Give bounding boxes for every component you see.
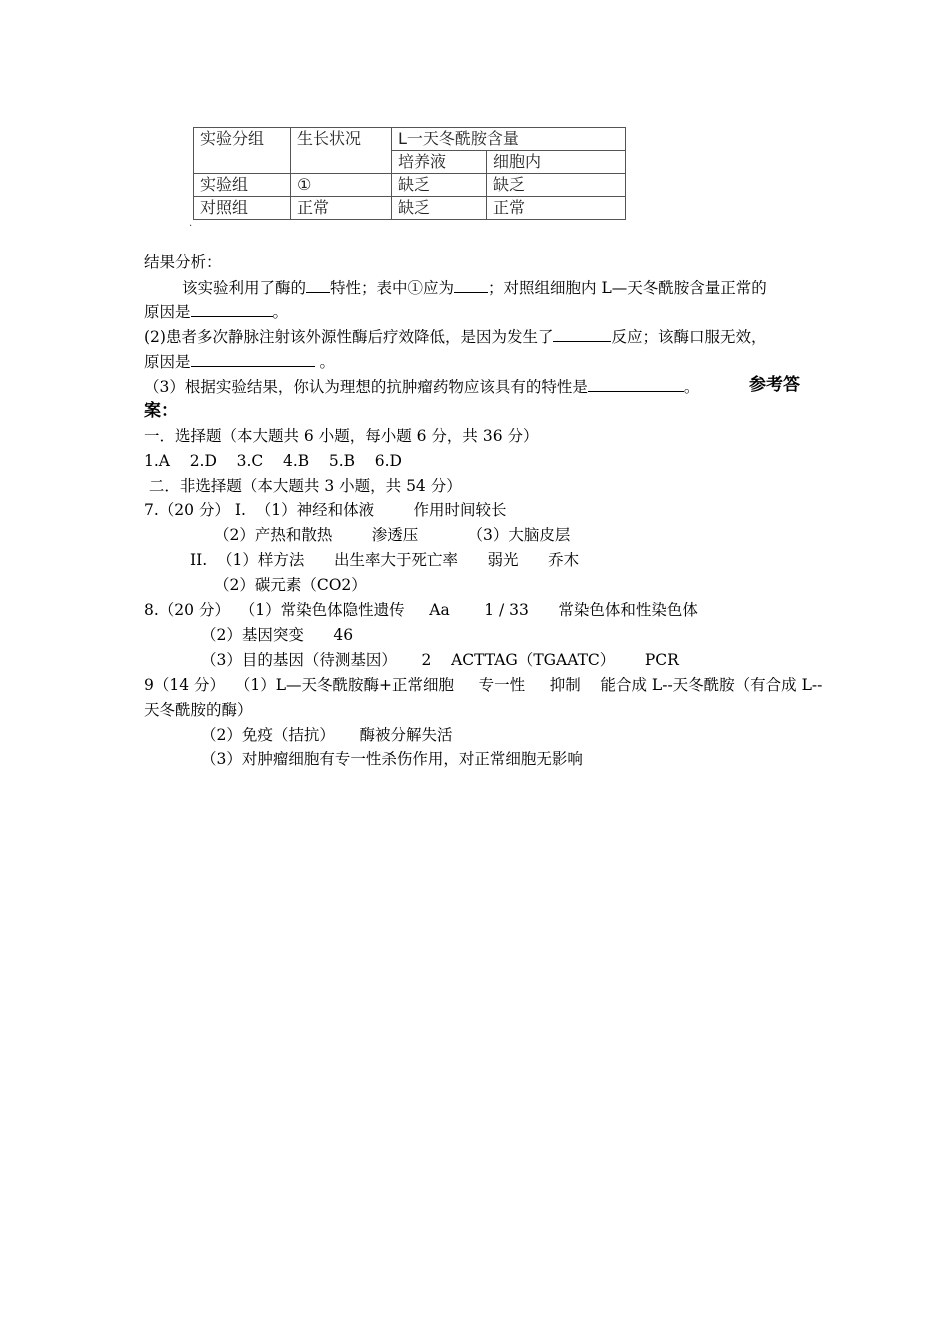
table-header-cell: 细胞内 [487,151,626,174]
analysis-question-2-cont: 原因是 。 [144,353,335,371]
answer-heading: 参考答 [749,375,800,395]
section-nonchoice-title: 二．非选择题（本大题共 3 小题，共 54 分） [144,477,462,495]
table-header-row [194,128,626,151]
analysis-title: 结果分析： [144,253,222,271]
table-cell: 正常 [487,197,626,220]
analysis-question-1: 该实验利用了酶的 特性；表中①应为 ；对照组细胞内 L—天冬酰胺含量正常的 [182,279,767,297]
answer-blank[interactable] [191,351,315,367]
answer-heading-cont: 案： [144,401,178,421]
table-header-cell: 生长状况 [291,128,392,174]
answer-q8-line1: 8.（20 分） （1）常染色体隐性遗传 Aa 1 / 33 常染色体和性染色体 [144,601,698,619]
table-row [194,174,626,197]
answer-q7-line4: （2）碳元素（CO2） [214,576,367,594]
answer-q8-line2: （2）基因突变 46 [201,626,354,644]
table-cell: 对照组 [194,197,291,220]
answer-blank[interactable] [588,376,684,392]
answer-blank[interactable] [454,277,488,293]
analysis-question-1-cont: 原因是 。 [144,303,289,321]
table-cell: 缺乏 [392,197,487,220]
answer-q8-line3: （3）目的基因（待测基因） 2 ACTTAG（TGAATC） PCR [201,651,679,669]
answer-blank[interactable] [306,277,330,293]
choice-answers: 1.A 2.D 3.C 4.B 5.B 6.D [144,452,402,470]
section-choice-title: 一．选择题（本大题共 6 小题，每小题 6 分，共 36 分） [144,427,539,445]
answer-q7-line2: （2）产热和散热 渗透压 （3）大脑皮层 [214,526,571,544]
table-cell: 缺乏 [487,174,626,197]
table-header-cell: L一天冬酰胺含量 [392,128,626,151]
answer-q9-line3: （2）免疫（拮抗） 酶被分解失活 [201,726,453,744]
answer-blank[interactable] [191,301,273,317]
experiment-table [193,127,626,220]
analysis-question-3: （3）根据实验结果，你认为理想的抗肿瘤药物应该具有的特性是 。 [144,378,700,396]
answer-q9-line1: 9（14 分） （1）L—天冬酰胺酶+正常细胞 专一性 抑制 能合成 L--天冬酰胺（有合成 L-- [144,676,823,694]
table-cell: 正常 [291,197,392,220]
table-mark: . [189,218,193,229]
table-cell: 缺乏 [392,174,487,197]
answer-q9-line4: （3）对肿瘤细胞有专一性杀伤作用，对正常细胞无影响 [201,750,583,768]
answer-q7-line1: 7.（20 分） I. （1）神经和体液 作用时间较长 [144,501,507,519]
answer-blank[interactable] [553,326,611,342]
answer-q7-line3: II. （1）样方法 出生率大于死亡率 弱光 乔木 [190,551,580,569]
table-cell: 实验组 [194,174,291,197]
table-cell: ① [291,174,392,197]
table-row [194,197,626,220]
table-header-cell: 实验分组 [194,128,291,174]
table-header-cell: 培养液 [392,151,487,174]
analysis-question-2: (2)患者多次静脉注射该外源性酶后疗效降低，是因为发生了 反应；该酶口服无效， [144,328,767,346]
answer-q9-line2: 天冬酰胺的酶） [144,701,253,719]
